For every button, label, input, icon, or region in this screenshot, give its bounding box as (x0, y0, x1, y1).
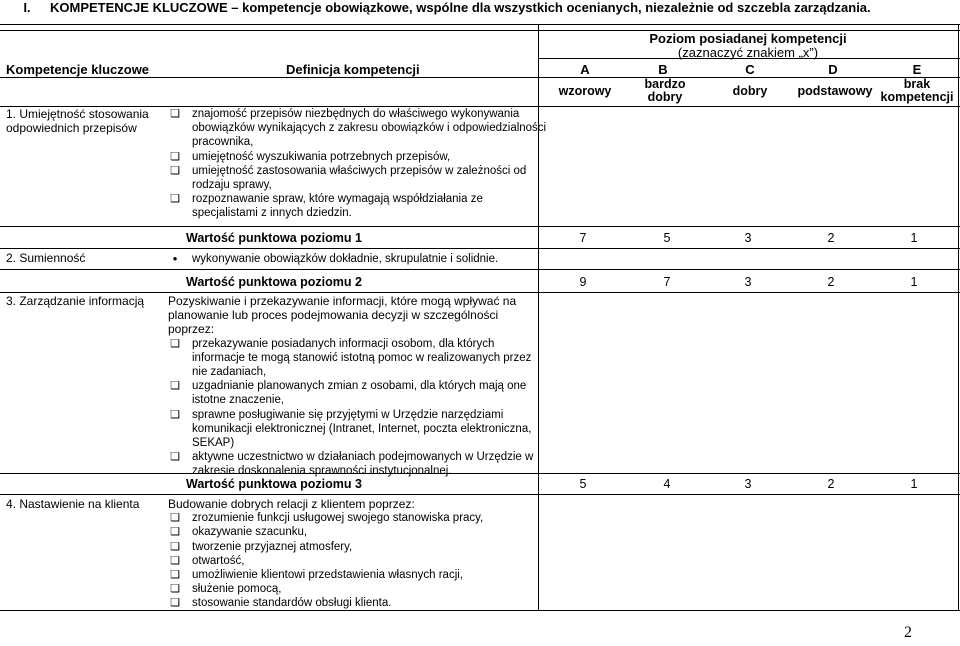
score-2-b: 7 (663, 275, 671, 289)
header-definition: Definicja kompetencji (286, 62, 420, 77)
list-item: ❏ uzgadnianie planowanych zmian z osobami, dla których mają one istotne znaczenie, (168, 379, 543, 407)
checkbox-bullet-icon: ❏ (170, 526, 180, 539)
rule-letters (0, 77, 960, 78)
section-title-text: KOMPETENCJE KLUCZOWE – kompetencje obowiązkowe, wspólne dla wszystkich ocenianych, niezależnie od szczebla zarządzania. (50, 0, 871, 15)
definition-intro: Budowanie dobrych relacji z klientem poprzez: (168, 497, 415, 511)
list-item: ❏ tworzenie przyjaznej atmosfery, (168, 540, 548, 554)
header-level-title: Poziom posiadanej kompetencji (649, 31, 847, 46)
score-1-e: 1 (910, 231, 918, 245)
score-3-b: 4 (663, 477, 671, 491)
rule-s2-score (0, 292, 960, 293)
checkbox-bullet-icon: ❏ (170, 540, 180, 553)
list-item: ❏ przekazywanie posiadanych informacji osobom, dla których informacje te mogą stanowić istotną pomoc w realizowanych przez nie zadaniach, (168, 337, 543, 380)
list-item: ❏ rozpoznawanie spraw, które wymagają współdziałania ze specjalistami z innych dziedzin. (168, 192, 548, 220)
score-2-e: 1 (910, 275, 918, 289)
list-item: ❏ okazywanie szacunku, (168, 525, 548, 539)
level-dobry: dobry (732, 84, 768, 98)
rule-right (958, 24, 959, 610)
checkbox-bullet-icon: ❏ (170, 337, 180, 350)
checkbox-bullet-icon: ❏ (170, 150, 180, 163)
checkbox-bullet-icon: ❏ (170, 164, 180, 177)
score-3-a: 5 (579, 477, 587, 491)
rule-s1 (0, 226, 960, 227)
score-label-1: Wartość punktowa poziomu 1 (186, 231, 362, 245)
checkbox-bullet-icon: ❏ (170, 583, 180, 596)
header-competence: Kompetencje kluczowe (6, 62, 150, 77)
list-item: ❏ umiejętność wyszukiwania potrzebnych przepisów, (168, 150, 548, 164)
level-podstawowy: podstawowy (797, 84, 873, 98)
list-item: ❏ zrozumienie funkcji usługowej swojego stanowiska pracy, (168, 511, 548, 525)
competence-1-name: 1. Umiejętność stosowania odpowiednich przepisów (6, 107, 149, 135)
checkbox-bullet-icon: ❏ (170, 597, 180, 610)
score-2-c: 3 (744, 275, 752, 289)
score-2-a: 9 (579, 275, 587, 289)
rule-s2 (0, 269, 960, 270)
score-3-e: 1 (910, 477, 918, 491)
header-level-note: (zaznaczyć znakiem „x”) (677, 45, 819, 60)
list-item: ❏ znajomość przepisów niezbędnych do właściwego wykonywania obowiązków wynikających z zakresu obowiązków i odpowiedzialności pracownika, (168, 107, 548, 150)
definition-intro: Pozyskiwanie i przekazywanie informacji, które mogą wpływać na planowanie lub proces podejmowania decyzji w szczególności poprzez: (168, 294, 517, 337)
list-item: • wykonywanie obowiązków dokładnie, skrupulatnie i solidnie. (168, 252, 548, 266)
list-item: ❏ umiejętność zastosowania właściwych przepisów w zależności od rodzaju sprawy, (168, 164, 548, 192)
header-letter-d: D (828, 62, 838, 77)
header-letter-a: A (580, 62, 590, 77)
level-brak: brak kompetencji (880, 77, 954, 104)
section-number: I. (23, 1, 31, 15)
section-title (4, 0, 871, 15)
competence-1-definition (168, 107, 548, 221)
checkbox-bullet-icon: ❏ (170, 451, 180, 464)
score-3-c: 3 (744, 477, 752, 491)
rule-s3-score (0, 494, 960, 495)
rule-top (0, 24, 960, 25)
checkbox-bullet-icon: ❏ (170, 569, 180, 582)
rule-s1-score (0, 248, 960, 249)
competence-2-name: 2. Sumienność (6, 251, 86, 265)
bullet-icon: • (172, 251, 178, 266)
score-label-3: Wartość punktowa poziomu 3 (186, 477, 362, 491)
list-item: ❏ otwartość, (168, 554, 548, 568)
level-wzorowy: wzorowy (558, 84, 612, 98)
page-number: 2 (904, 624, 912, 641)
checkbox-bullet-icon: ❏ (170, 554, 180, 567)
header-letter-b: B (658, 62, 668, 77)
score-1-b: 5 (663, 231, 671, 245)
competence-4-definition (168, 497, 548, 611)
level-bardzo-dobry: bardzo dobry (644, 77, 686, 104)
score-3-d: 2 (827, 477, 835, 491)
list-item: ❏ stosowanie standardów obsługi klienta. (168, 596, 548, 610)
list-item: ❏ aktywne uczestnictwo w działaniach podejmowanych w Urzędzie w zakresie doskonalenia sprawności instytucjonalnej. (168, 450, 543, 478)
score-label-2: Wartość punktowa poziomu 2 (186, 275, 362, 289)
list-item: ❏ służenie pomocą, (168, 582, 548, 596)
checkbox-bullet-icon: ❏ (170, 380, 180, 393)
checkbox-bullet-icon: ❏ (170, 512, 180, 525)
competence-4-name: 4. Nastawienie na klienta (6, 497, 140, 511)
list-item: ❏ sprawne posługiwanie się przyjętymi w Urzędzie narzędziami komunikacji elektronicznej (Intranet, Internet, poczta elektroniczna, SEKAP) (168, 408, 543, 451)
score-1-a: 7 (579, 231, 587, 245)
competence-3-name: 3. Zarządzanie informacją (6, 294, 145, 308)
score-1-d: 2 (827, 231, 835, 245)
competence-2-definition (168, 252, 548, 266)
competence-3-definition (168, 294, 543, 479)
score-2-d: 2 (827, 275, 835, 289)
header-letter-c: C (745, 62, 755, 77)
header-letter-e: E (912, 62, 922, 77)
checkbox-bullet-icon: ❏ (170, 193, 180, 206)
list-item: ❏ umożliwienie klientowi przedstawienia własnych racji, (168, 568, 548, 582)
checkbox-bullet-icon: ❏ (170, 408, 180, 421)
score-1-c: 3 (744, 231, 752, 245)
checkbox-bullet-icon: ❏ (170, 108, 180, 120)
